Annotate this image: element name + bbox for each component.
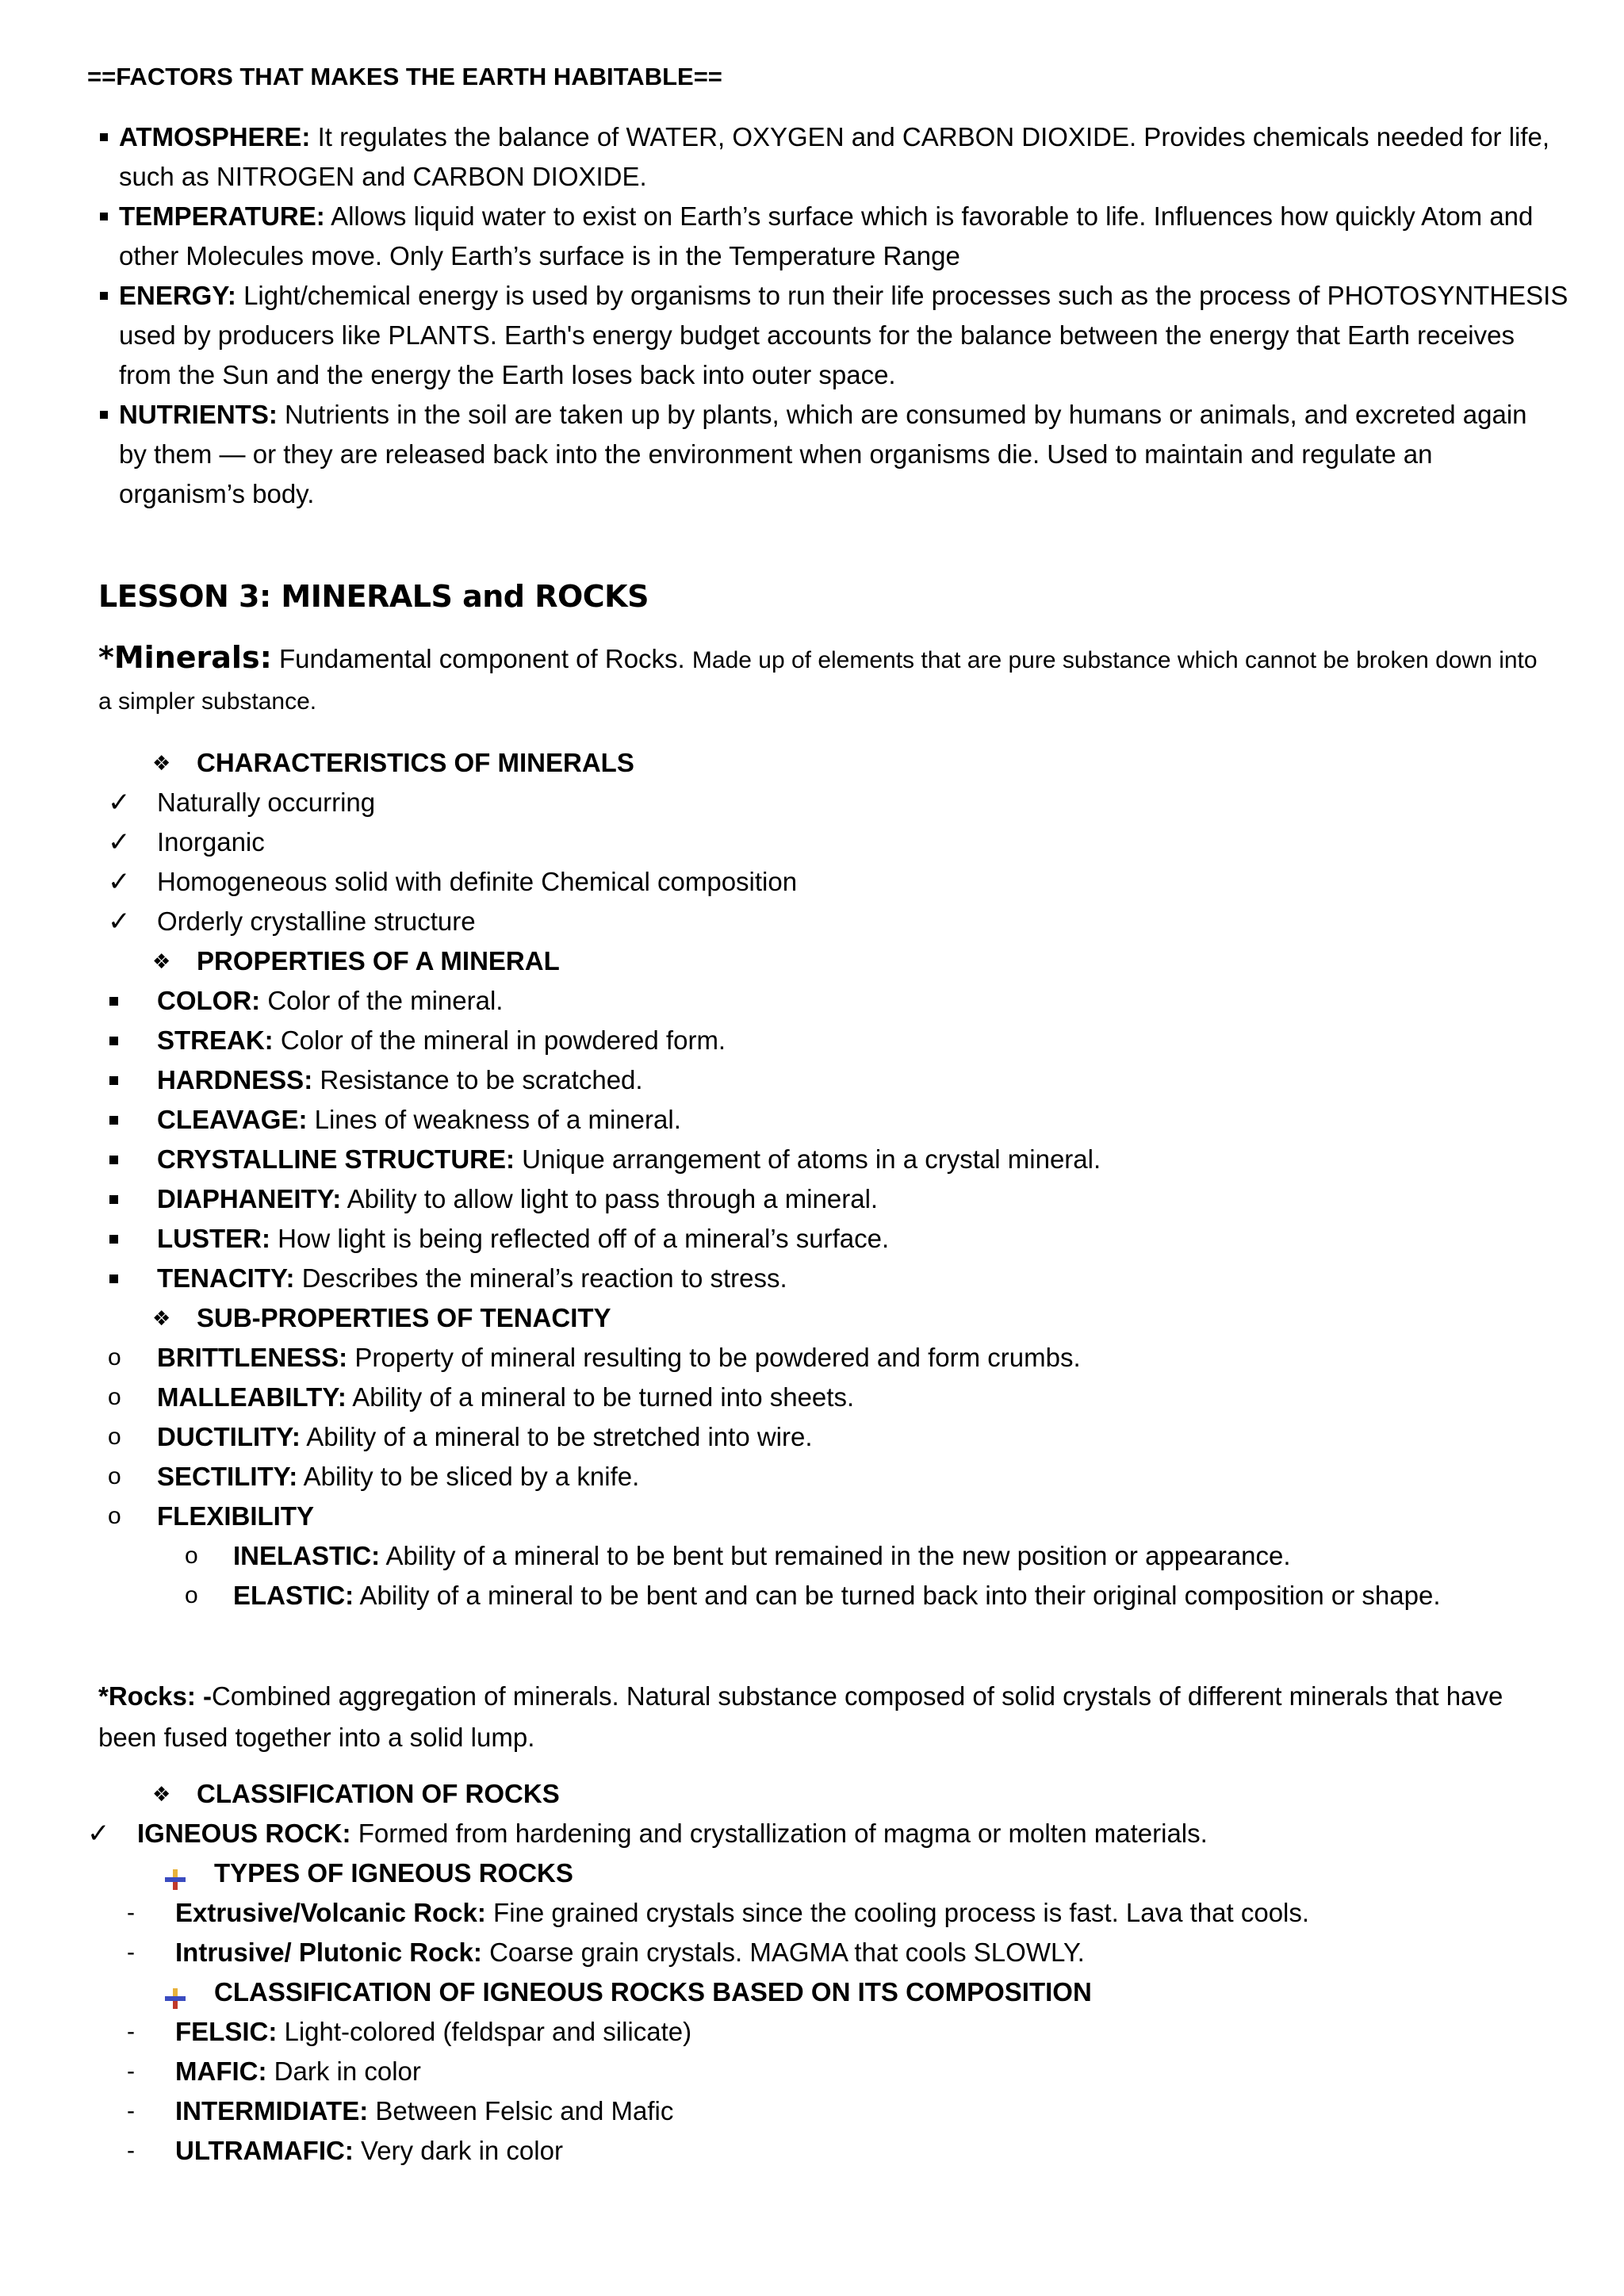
circle-bullet-icon: o: [185, 1543, 198, 1569]
list-item: [0, 2131, 1624, 2171]
check-icon: ✓: [108, 827, 131, 857]
list-item: [0, 783, 1624, 822]
list-item: [0, 2091, 1624, 2131]
check-icon: ✓: [108, 788, 131, 818]
factor-text: organism’s body.: [119, 479, 315, 508]
type-desc: Fine grained crystals since the cooling process is fast. Lava that cools.: [493, 1898, 1310, 1927]
dash-bullet-icon: -: [127, 2137, 135, 2164]
dash-bullet-icon: -: [127, 1899, 135, 1926]
tenacity-term: DUCTILITY:: [157, 1422, 301, 1451]
list-item: [0, 1060, 1624, 1100]
list-item: [0, 1417, 1624, 1457]
minerals-def-large: Fundamental component of Rocks.: [278, 644, 685, 673]
types-heading-row: [0, 1853, 1624, 1893]
types-heading: TYPES OF IGNEOUS ROCKS: [214, 1858, 573, 1888]
minerals-def-small: Made up of elements that are pure substance which cannot be broken down into: [691, 647, 1538, 673]
list-item: [0, 1140, 1624, 1179]
factor-text: such as NITROGEN and CARBON DIOXIDE.: [119, 162, 647, 191]
classification-heading-row: [0, 1774, 1624, 1814]
list-item: [0, 1219, 1624, 1259]
characteristics-heading: CHARACTERISTICS OF MINERALS: [197, 748, 634, 777]
factor-text: Allows liquid water to exist on Earth’s surface which is favorable to life. Influences how quickly Atom and: [331, 201, 1534, 231]
list-item: [0, 981, 1624, 1021]
factor-text: It regulates the balance of WATER, OXYGEN and CARBON DIOXIDE. Provides chemicals needed for life,: [317, 122, 1550, 151]
flexibility-term: ELASTIC:: [233, 1581, 354, 1610]
lesson-title: LESSON 3: MINERALS and ROCKS: [98, 579, 649, 614]
classification-heading: CLASSIFICATION OF ROCKS: [197, 1779, 560, 1808]
circle-bullet-icon: o: [185, 1582, 198, 1608]
list-item: [0, 1021, 1624, 1060]
minerals-definition: [98, 637, 1597, 723]
circle-bullet-icon: o: [108, 1503, 121, 1529]
properties-heading: PROPERTIES OF A MINERAL: [197, 946, 560, 976]
tenacity-heading-row: [0, 1298, 1624, 1338]
square-bullet-icon: [109, 997, 118, 1006]
property-desc: Lines of weakness of a mineral.: [314, 1105, 681, 1134]
list-item: [0, 862, 1624, 902]
factor-term: NUTRIENTS:: [119, 400, 278, 429]
circle-bullet-icon: o: [108, 1463, 121, 1489]
tenacity-desc: Ability of a mineral to be stretched into wire.: [306, 1422, 813, 1451]
flexibility-desc: Ability of a mineral to be bent and can be turned back into their original composition or shape.: [359, 1581, 1441, 1610]
check-icon: ✓: [108, 907, 131, 937]
list-item: [0, 1576, 1624, 1616]
flexibility-term: INELASTIC:: [233, 1541, 381, 1570]
factor-item-atmosphere: [100, 117, 1603, 197]
list-item: [0, 1338, 1624, 1378]
property-term: HARDNESS:: [157, 1065, 313, 1094]
characteristics-heading-row: [0, 743, 1624, 783]
characteristic-text: Inorganic: [157, 827, 265, 857]
composition-desc: Dark in color: [274, 2056, 421, 2086]
characteristic-text: Homogeneous solid with definite Chemical composition: [157, 867, 798, 896]
property-term: LUSTER:: [157, 1224, 270, 1253]
factor-item-nutrients: [100, 395, 1603, 514]
factor-term: ENERGY:: [119, 281, 236, 310]
property-term: TENACITY:: [157, 1263, 295, 1293]
diamond-bullet-icon: ❖: [152, 1306, 171, 1330]
list-item: [0, 1893, 1624, 1933]
characteristic-text: Orderly crystalline structure: [157, 907, 476, 936]
composition-desc: Very dark in color: [361, 2136, 563, 2165]
factor-text: Light/chemical energy is used by organisms to run their life processes such as the process of PHOTOSYNTHESIS: [243, 281, 1568, 310]
rocks-definition: [98, 1676, 1597, 1758]
property-term: CLEAVAGE:: [157, 1105, 308, 1134]
property-term: COLOR:: [157, 986, 261, 1015]
diamond-bullet-icon: ❖: [152, 1782, 171, 1806]
square-bullet-icon: [109, 1195, 118, 1204]
circle-bullet-icon: o: [108, 1424, 121, 1450]
composition-term: FELSIC:: [175, 2017, 278, 2046]
list-item: [0, 1536, 1624, 1576]
minerals-term: *Minerals:: [98, 640, 272, 675]
dash-bullet-icon: -: [127, 2058, 135, 2084]
rocks-def-text: Combined aggregation of minerals. Natural substance composed of solid crystals of different minerals that have: [212, 1681, 1503, 1711]
factor-text: other Molecules move. Only Earth’s surface is in the Temperature Range: [119, 241, 960, 270]
characteristic-text: Naturally occurring: [157, 788, 376, 817]
list-item: [0, 1378, 1624, 1417]
square-bullet-icon: [100, 213, 108, 220]
factors-heading: ==FACTORS THAT MAKES THE EARTH HABITABLE==: [87, 63, 722, 90]
list-item: [0, 1179, 1624, 1219]
circle-bullet-icon: o: [108, 1384, 121, 1410]
list-item: [0, 1497, 1624, 1536]
property-desc: Color of the mineral.: [267, 986, 504, 1015]
square-bullet-icon: [109, 1235, 118, 1244]
square-bullet-icon: [109, 1116, 118, 1125]
list-item: [0, 1814, 1624, 1853]
check-icon: ✓: [87, 1819, 110, 1849]
property-desc: Color of the mineral in powdered form.: [280, 1025, 726, 1055]
tenacity-term: MALLEABILTY:: [157, 1382, 347, 1412]
circle-bullet-icon: o: [108, 1344, 121, 1370]
property-term: DIAPHANEITY:: [157, 1184, 342, 1213]
square-bullet-icon: [100, 133, 108, 141]
dash-bullet-icon: -: [127, 1939, 135, 1965]
composition-term: INTERMIDIATE:: [175, 2096, 369, 2125]
square-bullet-icon: [109, 1156, 118, 1164]
tenacity-heading: SUB-PROPERTIES OF TENACITY: [197, 1303, 611, 1332]
square-bullet-icon: [100, 292, 108, 300]
rocks-term: *Rocks: -: [98, 1681, 213, 1711]
composition-desc: Light-colored (feldspar and silicate): [284, 2017, 692, 2046]
diamond-bullet-icon: ❖: [152, 751, 171, 775]
factor-text: Nutrients in the soil are taken up by plants, which are consumed by humans or animals, and excreted again: [285, 400, 1527, 429]
type-term: Intrusive/ Plutonic Rock:: [175, 1938, 482, 1967]
square-bullet-icon: [109, 1037, 118, 1045]
property-desc: How light is being reflected off of a mineral’s surface.: [278, 1224, 890, 1253]
tenacity-term: SECTILITY:: [157, 1462, 298, 1491]
minerals-def-small: a simpler substance.: [98, 688, 317, 715]
property-desc: Ability to allow light to pass through a mineral.: [347, 1184, 879, 1213]
square-bullet-icon: [100, 411, 108, 419]
type-desc: Coarse grain crystals. MAGMA that cools SLOWLY.: [489, 1938, 1085, 1967]
list-item: [0, 1100, 1624, 1140]
factor-text: from the Sun and the energy the Earth loses back into outer space.: [119, 360, 896, 389]
property-term: CRYSTALLINE STRUCTURE:: [157, 1144, 515, 1174]
factor-item-energy: [100, 276, 1603, 395]
type-term: Extrusive/Volcanic Rock:: [175, 1898, 486, 1927]
tenacity-desc: Ability of a mineral to be turned into sheets.: [352, 1382, 855, 1412]
composition-term: ULTRAMAFIC:: [175, 2136, 354, 2165]
composition-heading: CLASSIFICATION OF IGNEOUS ROCKS BASED ON ITS COMPOSITION: [214, 1977, 1092, 2007]
tenacity-desc: Property of mineral resulting to be powdered and form crumbs.: [354, 1343, 1081, 1372]
property-desc: Describes the mineral’s reaction to stress.: [301, 1263, 787, 1293]
tenacity-term: FLEXIBILITY: [157, 1501, 314, 1531]
composition-desc: Between Felsic and Mafic: [375, 2096, 674, 2125]
list-item: [0, 902, 1624, 941]
diamond-bullet-icon: ❖: [152, 949, 171, 973]
factor-item-temperature: [100, 197, 1603, 276]
factors-list: [100, 117, 1603, 514]
property-term: STREAK:: [157, 1025, 274, 1055]
igneous-desc: Formed from hardening and crystallization of magma or molten materials.: [358, 1819, 1208, 1848]
list-item: [0, 2052, 1624, 2091]
dash-bullet-icon: -: [127, 2018, 135, 2045]
rocks-lists: [0, 1774, 1624, 2171]
properties-heading-row: [0, 941, 1624, 981]
factor-text: used by producers like PLANTS. Earth's energy budget accounts for the balance between the energy that Earth receives: [119, 320, 1515, 350]
igneous-term: IGNEOUS ROCK:: [137, 1819, 351, 1848]
dash-bullet-icon: -: [127, 2098, 135, 2124]
minerals-lists: [0, 743, 1624, 1616]
factor-text: by them — or they are released back into the environment when organisms die. Used to maintain and regulate an: [119, 439, 1433, 469]
list-item: [0, 1457, 1624, 1497]
factor-term: TEMPERATURE:: [119, 201, 325, 231]
flexibility-desc: Ability of a mineral to be bent but remained in the new position or appearance.: [385, 1541, 1291, 1570]
list-item: [0, 822, 1624, 862]
composition-heading-row: [0, 1972, 1624, 2012]
tenacity-term: BRITTLENESS:: [157, 1343, 348, 1372]
factor-term: ATMOSPHERE:: [119, 122, 311, 151]
composition-term: MAFIC:: [175, 2056, 267, 2086]
list-item: [0, 1933, 1624, 1972]
list-item: [0, 1259, 1624, 1298]
property-desc: Unique arrangement of atoms in a crystal mineral.: [522, 1144, 1101, 1174]
square-bullet-icon: [109, 1076, 118, 1085]
tenacity-desc: Ability to be sliced by a knife.: [303, 1462, 640, 1491]
square-bullet-icon: [109, 1274, 118, 1283]
rocks-def-text: been fused together into a solid lump.: [98, 1723, 535, 1752]
list-item: [0, 2012, 1624, 2052]
check-icon: ✓: [108, 867, 131, 897]
property-desc: Resistance to be scratched.: [320, 1065, 643, 1094]
